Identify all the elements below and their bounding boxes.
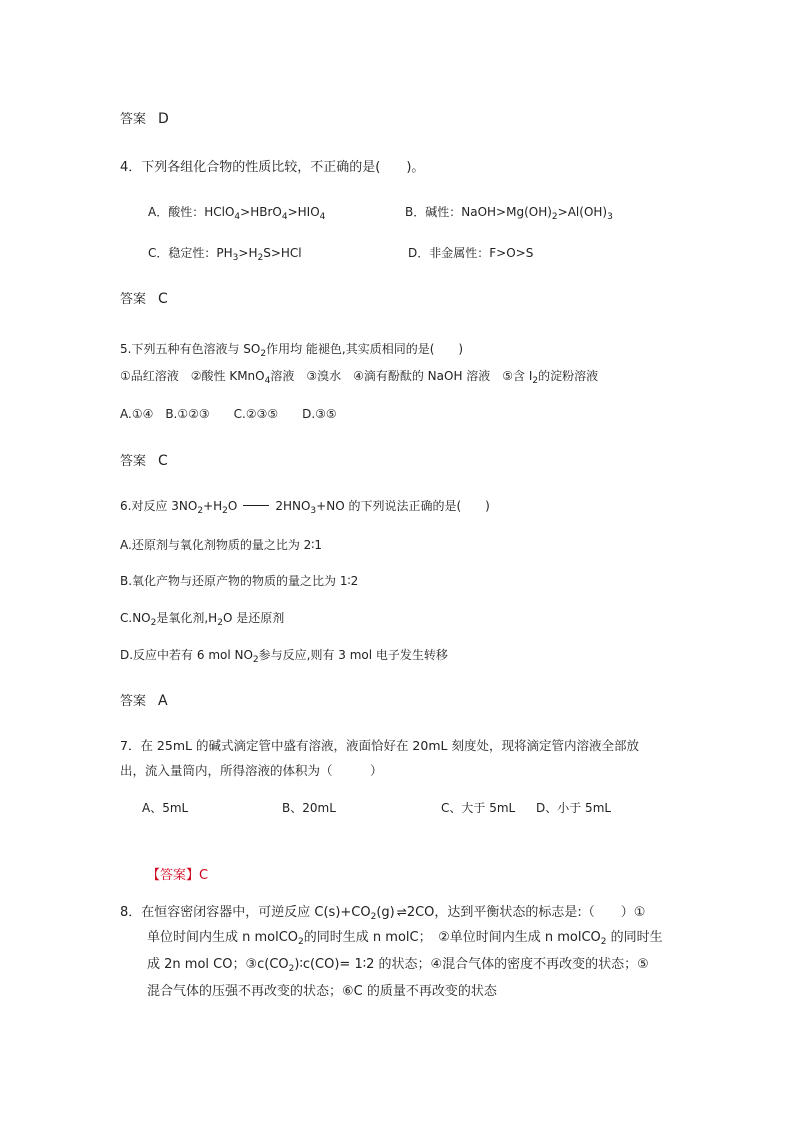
q8-line3: 成 2n mol CO；$③c(CO_2)∶c(CO)=$ 1∶2 的状态；④混合气体的密度不再改变的状态；⑤ (147, 957, 649, 974)
q6-option-c: $C.NO_2$是氧化剂$,H_2O$ 是还原剂 (120, 611, 285, 628)
q6-answer: 答案 A (120, 693, 168, 709)
q6-option-d: D.反应中若有 6 mol $NO_2$参与反应,则有 3 mol 电子发生转移 (120, 648, 448, 665)
q4-answer: 答案 C (120, 291, 168, 307)
q6-option-a: A.还原剂与氧化剂物质的量之比为 2∶1 (120, 538, 323, 552)
q6-option-b: B.氧化产物与还原产物的物质的量之比为 1∶2 (120, 574, 359, 588)
q4-stem: 4．下列各组化合物的性质比较，不正确的是( )。 (120, 160, 425, 175)
q7-option-c: C、大于 5mL (441, 801, 516, 815)
q3-answer (120, 110, 169, 129)
q4-option-b: B．碱性：$NaOH>Mg(OH)_2>Al(OH)_3$ (405, 205, 613, 222)
q7-option-a: A、5mL (142, 801, 189, 815)
q5-options: A.①④ B.①②③ C.②③⑤ D.③⑤ (120, 407, 337, 421)
q8-line4: 混合气体的压强不再改变的状态；⑥C 的质量不再改变的状态 (147, 984, 497, 999)
equals-bar (243, 505, 269, 506)
q5-stem: 5.下列五种有色溶液与 $SO_2$作用均 能褪色,其实质相同的是( ) (120, 342, 464, 359)
reversible-arrow-icon: ⇌ (396, 905, 405, 919)
q8-line2: 单位时间内生成 n molCO$_2$的同时生成 n molC； ②单位时间内生成 n molCO$_2$ 的同时生 (147, 930, 663, 947)
q7-option-d: D、小于 5mL (536, 801, 612, 815)
q7-option-b: B、20mL (282, 801, 336, 815)
q6-stem: 6.对反应 $3NO_2+H_2O$ $2HNO_3+NO$ 的下列说法正确的是( ) (120, 499, 490, 516)
q7-line1: 7．在 25mL 的碱式滴定管中盛有溶液，液面恰好在 20mL 刻度处，现将滴定管内溶液全部放 (120, 738, 639, 753)
q4-option-d: D．非金属性：F>O>S (408, 246, 534, 260)
q5-items: ①品红溶液 ②酸性 KMnO$_4$溶液 ③溴水 ④滴有酚酞的 NaOH 溶液 ⑤含 $I_2$的淀粉溶液 (120, 369, 599, 386)
q5-answer: 答案 C (120, 453, 168, 469)
answer-label: 答案 (120, 112, 147, 127)
q7-line2: 出，流入量筒内，所得溶液的体积为（ ） (120, 763, 383, 778)
q8-line1: 8．在恒容密闭容器中，可逆反应 $C(s)+CO_2(g)$ ⇌ 2CO，达到平衡状态的标志是:（ ）① (120, 905, 646, 922)
q4-option-c: C．稳定性：$PH_3>H_2S>HCl$ (148, 246, 302, 263)
q7-answer-tag: 【答案】C (147, 868, 209, 883)
answer-value: D (158, 111, 169, 127)
q4-option-a: A．酸性：$HClO_4>HBrO_4>HIO_4$ (148, 205, 326, 222)
